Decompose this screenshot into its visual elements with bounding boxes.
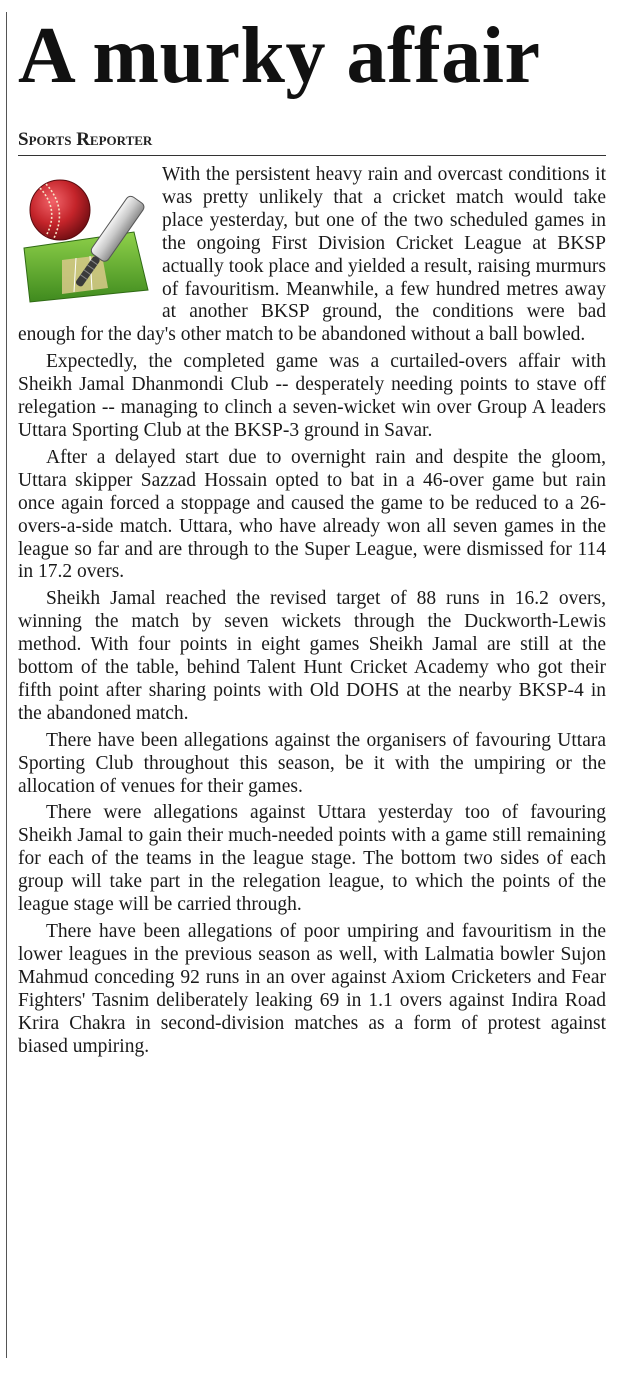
cricket-illustration [16,170,156,308]
paragraph: With the persistent heavy rain and overcast conditions it was pretty unlikely that a cricket match would take place yesterday, but one of the two scheduled games in the ongoing First Division Cricket League at BKSP actually took place and yielded a result, raising murmurs of favouritism. Meanwhile, a few hundred metres away at another BKSP ground, the conditions were bad enough for the day's other match to be abandoned without a ball bowled. [18,164,606,346]
paragraph: Sheikh Jamal reached the revised target of 88 runs in 16.2 overs, winning the match by seven wickets through the Duckworth-Lewis method. With four points in eight games Sheikh Jamal are still at the bottom of the table, behind Talent Hunt Cricket Academy who got their fifth point after sharing points with Old DOHS at the nearby BKSP-4 in the abandoned match. [18,588,606,724]
cricket-ball-bat-pitch-icon [16,170,156,308]
byline-divider [18,155,606,156]
paragraph: There were allegations against Uttara yesterday too of favouring Sheikh Jamal to gain their much-needed points with a game still remaining for each of the teams in the league stage. The bottom two sides of each group will take part in the relegation league, to which the points of the league stage will be carried through. [18,802,606,916]
headline: A murky affair [18,12,541,100]
byline: Sports Reporter [18,129,153,150]
paragraph: There have been allegations against the organisers of favouring Uttara Sporting Club throughout this season, be it with the umpiring or the allocation of venues for their games. [18,729,606,797]
column-rule [6,12,7,1358]
paragraph: After a delayed start due to overnight rain and despite the gloom, Uttara skipper Sazzad Hossain opted to bat in a 46-over game but rain once again forced a stoppage and caused the game to be reduced to a 26-overs-a-side match. Uttara, who have already won all seven games in the league so far and are through to the Super League, were dismissed for 114 in 17.2 overs. [18,446,606,583]
paragraph: There have been allegations of poor umpiring and favouritism in the lower leagues in the previous season as well, with Lalmatia bowler Sujon Mahmud conceding 92 runs in an over against Axiom Cricketers and Fear Fighters' Tasnim deliberately leaking 69 in 1.1 overs against Indira Road Krira Chakra in second-division matches as a form of protest against biased umpiring. [18,921,606,1057]
paragraph: Expectedly, the completed game was a curtailed-overs affair with Sheikh Jamal Dhanmondi Club -- desperately needing points to stave off relegation -- managing to clinch a seven-wicket win over Group A leaders Uttara Sporting Club at the BKSP-3 ground in Savar. [18,351,606,441]
article-body [18,164,606,1062]
